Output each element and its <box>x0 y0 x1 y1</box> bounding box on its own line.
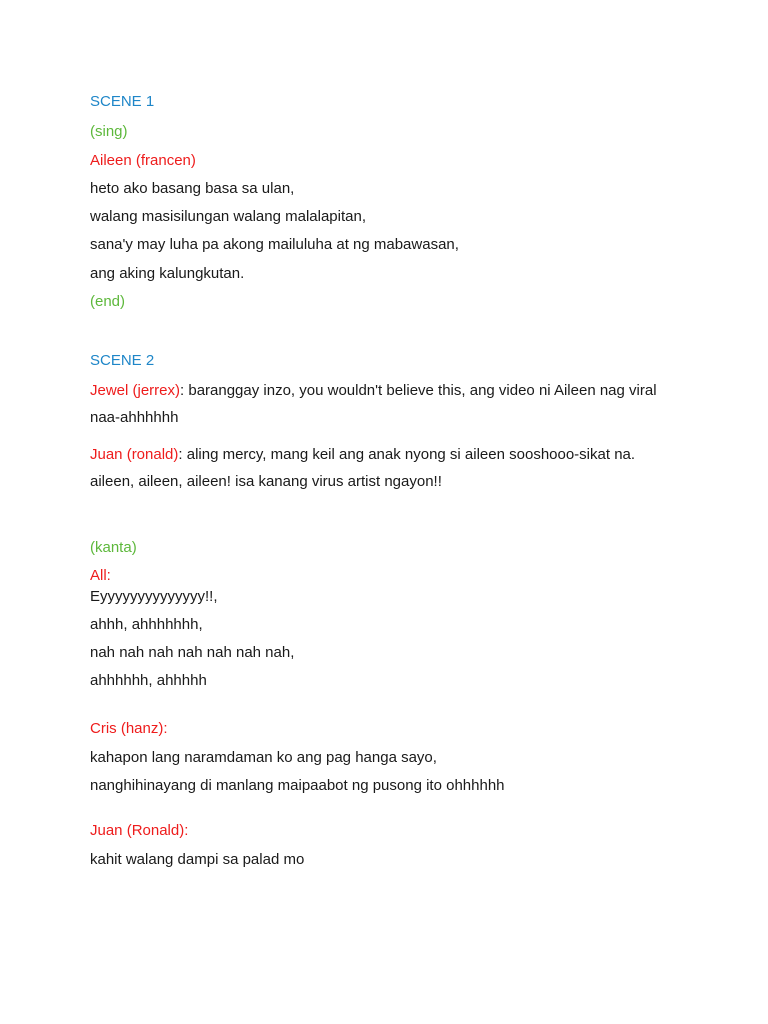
speaker-juan: Juan (ronald) <box>90 446 179 463</box>
dialogue-text: : baranggay inzo, you wouldn't believe this, ang video ni Aileen nag viral naa-ahhhhhh <box>90 382 657 426</box>
song-line: nah nah nah nah nah nah nah, <box>90 644 295 661</box>
lyric-line: kahit walang dampi sa palad mo <box>90 851 305 868</box>
speaker-all: All: <box>90 567 111 584</box>
speaker-jewel: Jewel (jerrex) <box>90 382 181 399</box>
kanta-cue: (kanta) <box>90 539 137 556</box>
sing-cue: (sing) <box>90 123 128 140</box>
lyric-line: walang masisilungan walang malalapitan, <box>90 208 366 225</box>
speaker-juan-ronald: Juan (Ronald): <box>90 822 189 839</box>
lyric-line: heto ako basang basa sa ulan, <box>90 180 295 197</box>
song-line: ahhhhhh, ahhhhh <box>90 672 207 689</box>
dialogue-jewel <box>90 378 675 431</box>
dialogue-text: : aling mercy, mang keil ang anak nyong si aileen sooshooo-sikat na. aileen, aileen, aileen! isa kanang virus artist ngayon!! <box>90 446 636 490</box>
song-line: ahhh, ahhhhhhh, <box>90 616 203 633</box>
end-cue: (end) <box>90 293 126 310</box>
lyric-line: kahapon lang naramdaman ko ang pag hanga sayo, <box>90 749 437 766</box>
speaker-aileen: Aileen (francen) <box>90 152 196 169</box>
song-line: Eyyyyyyyyyyyyyy!!, <box>90 588 218 605</box>
scene-1-heading: SCENE 1 <box>90 93 155 110</box>
lyric-line: sana'y may luha pa akong mailuluha at ng mabawasan, <box>90 236 459 253</box>
dialogue-juan <box>90 442 675 495</box>
speaker-cris: Cris (hanz): <box>90 720 168 737</box>
scene-2-heading: SCENE 2 <box>90 352 155 369</box>
lyric-line: ang aking kalungkutan. <box>90 265 245 282</box>
lyric-line: nanghihinayang di manlang maipaabot ng pusong ito ohhhhhh <box>90 777 505 794</box>
